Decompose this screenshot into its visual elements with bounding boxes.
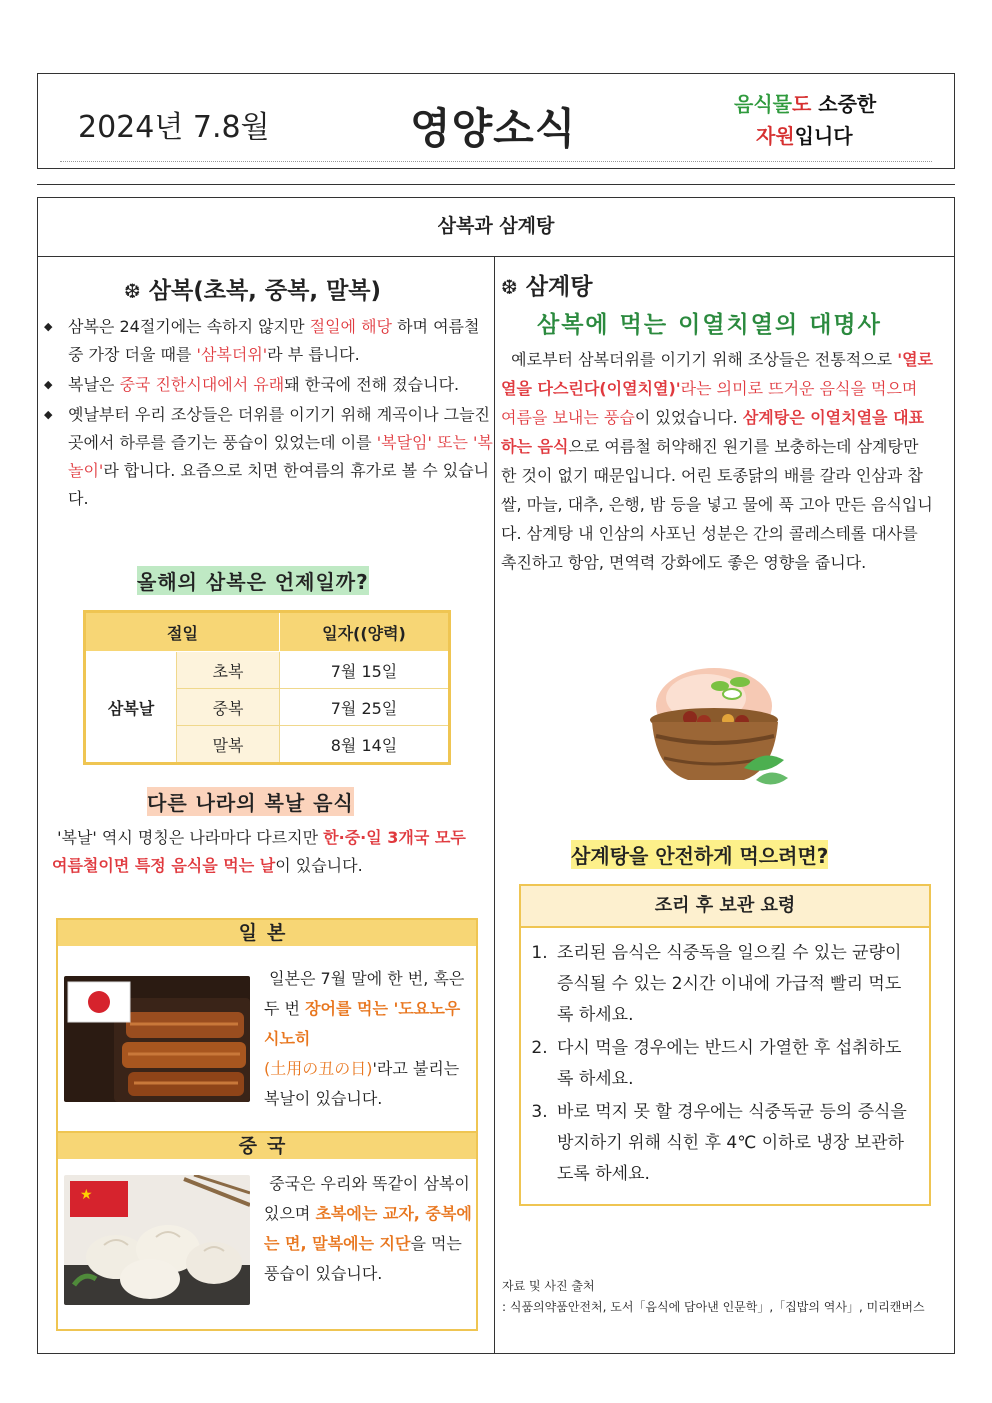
column-divider bbox=[494, 257, 495, 1354]
safe-eating-title: 삼계탕을 안전하게 먹으려면? bbox=[571, 840, 828, 869]
table-header-holiday: 절일 bbox=[85, 612, 280, 652]
table-group-label: 삼복날 bbox=[85, 652, 177, 764]
table-cell: 초복 bbox=[177, 652, 280, 689]
svg-text:★: ★ bbox=[80, 1187, 93, 1203]
slogan-line-2 bbox=[756, 120, 853, 149]
when-title: 올해의 삼복은 언제일까? bbox=[137, 566, 369, 595]
storage-tips-list bbox=[521, 938, 929, 1190]
table-cell: 7월 15일 bbox=[280, 652, 450, 689]
list-item: ◆ 옛날부터 우리 조상들은 더위를 이기기 위해 계곡이나 그늘진 곳에서 하루를 즐기는 풍습이 있었는데 이를 '복달임' 또는 '복놀이'라 합니다. 요즘으로 치면 한여름의 휴가로 볼 수 있습니다. bbox=[44, 401, 494, 513]
dumpling-photo bbox=[64, 1175, 250, 1305]
list-item: 1. 조리된 음식은 식중독을 일으킬 수 있는 균량이 증식될 수 있는 2시간 이내에 가급적 빨리 먹도록 하세요. bbox=[553, 938, 915, 1031]
eel-photo bbox=[64, 976, 250, 1102]
samgyetang-body: 예로부터 삼복더위를 이기기 위해 조상들은 전통적으로 '열로 열을 다스린다(이열치열)'라는 의미로 뜨거운 음식을 먹으며 여름을 보내는 풍습이 있었습니다. 삼계탕은 이열치열을 대표하는 음식으로 여름철 허약해진 원기를 보충하는데 삼계탕만 한 것이 없기 때문입니다. 어린 토종닭의 배를 갈라 인삼과 찹쌀, 마늘, 대추, 은행, 밤 등을 넣고 물에 푹 고아 만든 음식입니다. 삼계탕 내 인삼의 사포닌 성분은 간의 콜레스테롤 대사를 촉진하고 항암, 면역력 강화에도 좋은 영향을 줍니다. bbox=[501, 350, 933, 572]
list-item: ◆ 삼복은 24절기에는 속하지 않지만 절일에 해당 하며 여름철 중 가장 더울 때를 '삼복더위'라 부 릅니다. bbox=[44, 313, 494, 369]
japan-box bbox=[56, 918, 478, 1133]
slogan-line-1 bbox=[734, 88, 876, 117]
section-title: 삼복과 삼계탕 bbox=[37, 197, 955, 257]
slogan-word-food: 음식물 bbox=[734, 92, 792, 116]
japan-heading: 일본 bbox=[58, 920, 476, 946]
header-dotted-divider bbox=[60, 161, 932, 162]
china-text: 중국은 우리와 똑같이 삼복이 있으며 초복에는 교자, 중복에는 면, 말복에는 지단을 먹는 풍습이 있습니다. bbox=[264, 1174, 472, 1283]
sambok-heading-text: 삼복(초복, 중복, 말복) bbox=[148, 278, 382, 304]
list-item: 2. 다시 먹을 경우에는 반드시 가열한 후 섭취하도록 하세요. bbox=[553, 1033, 915, 1095]
source-list: : 식품의약품안전처, 도서「음식에 담아낸 인문학」,「집밥의 역사」, 미리캔버스 bbox=[502, 1300, 925, 1314]
table-row bbox=[85, 652, 450, 689]
samgyetang-subtitle: 삼복에 먹는 이열치열의 대명사 bbox=[537, 312, 882, 338]
header-rule bbox=[37, 184, 955, 185]
japan-text: 일본은 7월 말에 한 번, 혹은 두 번 장어를 먹는 '도요노우시노히 (土用の丑の日)'라고 불리는 복날이 있습니다. bbox=[264, 969, 465, 1108]
newsletter-header bbox=[37, 73, 955, 169]
table-cell: 8월 14일 bbox=[280, 726, 450, 764]
table-cell: 말복 bbox=[177, 726, 280, 764]
issue-date: 2024년 7.8월 bbox=[78, 110, 270, 145]
china-heading: 중국 bbox=[58, 1133, 476, 1159]
table-cell: 중복 bbox=[177, 689, 280, 726]
china-box bbox=[56, 1131, 478, 1331]
samgyetang-heading-text: 삼계탕 bbox=[525, 274, 593, 300]
other-countries-title: 다른 나라의 복날 음식 bbox=[147, 787, 354, 816]
list-item: ◆ 복날은 중국 진한시대에서 유래돼 한국에 전해 졌습니다. bbox=[44, 371, 494, 399]
storage-tips-heading: 조리 후 보관 요령 bbox=[521, 886, 929, 928]
page-title: 영양소식 bbox=[410, 104, 577, 153]
table-header-date: 일자((양력) bbox=[280, 612, 450, 652]
slogan-word-resource: 자원 bbox=[756, 124, 795, 148]
sambok-bullet-list bbox=[44, 313, 494, 515]
slogan-word-precious: 소중한 bbox=[811, 92, 877, 116]
snowflake-icon: ❆ bbox=[501, 275, 518, 299]
slogan-word-is: 입니다 bbox=[794, 124, 853, 148]
slogan-particle: 도 bbox=[791, 92, 812, 116]
samgyetang-heading bbox=[501, 268, 592, 301]
table-cell: 7월 25일 bbox=[280, 689, 450, 726]
samgyetang-illustration bbox=[644, 658, 794, 798]
source-credits bbox=[502, 1276, 942, 1318]
list-item: 3. 바로 먹지 못 할 경우에는 식중독균 등의 증식을 방지하기 위해 식힌 후 4℃ 이하로 냉장 보관하도록 하세요. bbox=[553, 1097, 915, 1190]
storage-tips-box bbox=[519, 884, 931, 1206]
sambok-date-table bbox=[83, 610, 451, 765]
snowflake-icon: ❆ bbox=[124, 279, 141, 303]
sambok-heading bbox=[124, 272, 381, 305]
other-countries-text: '복날' 역시 명칭은 나라마다 다르지만 한·중·일 3개국 모두 여름철이면 특정 음식을 먹는 날이 있습니다. bbox=[52, 828, 466, 875]
source-label: 자료 및 사진 출처 bbox=[502, 1279, 595, 1293]
